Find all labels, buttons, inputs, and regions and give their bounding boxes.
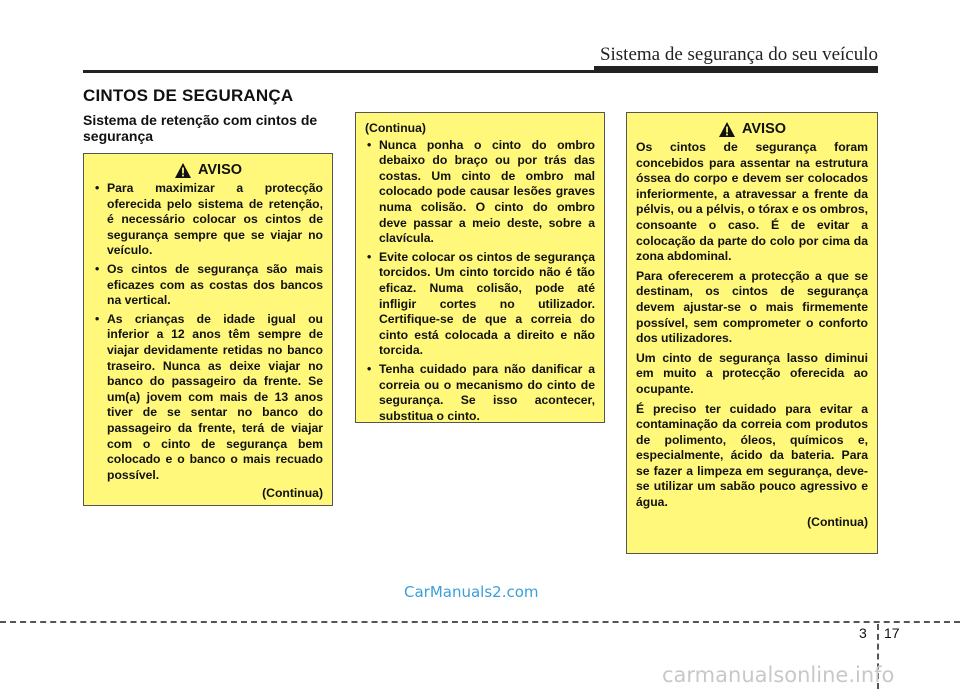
warning-box-1 bbox=[83, 153, 333, 506]
paragraph: É preciso ter cuidado para evitar a contaminação da correia com produtos de polimento, óleos, químicos e, especialmente, ácido da bateria. Para se fazer a limpeza em segurança, deve-se utilizar um sabão pouco agressivo e água. bbox=[636, 401, 868, 510]
section-title: CINTOS DE SEGURANÇA bbox=[83, 86, 294, 105]
page-number: 17 bbox=[884, 625, 900, 641]
warning-box-3 bbox=[626, 112, 878, 554]
list-item: • As crianças de idade igual ou inferior a 12 anos têm sempre de viajar devidamente retidas no banco traseiro. Nunca as deixe viajar no banco do passageiro da frente. Se um(a) jovem com mais de 13 anos tiver de se sentar no banco do passageiro da frente, terá de viajar com o cinto de segurança bem colocado e o banco o mais recuado possível. bbox=[93, 312, 323, 484]
warning-heading bbox=[93, 162, 323, 179]
paragraph: Um cinto de segurança lasso diminui em muito a protecção oferecida ao ocupante. bbox=[636, 350, 868, 396]
list-item: • Tenha cuidado para não danificar a correia ou o mecanismo do cinto de segurança. Se isso acontecer, substitua o cinto. bbox=[365, 362, 595, 424]
chapter-number: 3 bbox=[859, 625, 867, 641]
continued-label: (Continua) bbox=[262, 486, 323, 501]
list-item: • Para maximizar a protecção oferecida pelo sistema de retenção, é necessário colocar os cintos de segurança sempre que se viajar no veículo. bbox=[93, 181, 323, 259]
list-item: • Evite colocar os cintos de segurança torcidos. Um cinto torcido não é tão eficaz. Numa colisão, pode até infligir cortes no utilizador. Certifique-se de que a correia do cinto está colocada a direito e não torcida. bbox=[365, 250, 595, 359]
warning-list bbox=[365, 138, 595, 425]
warning-title: AVISO bbox=[197, 161, 243, 178]
continued-label: (Continua) bbox=[807, 514, 868, 529]
list-item: • Nunca ponha o cinto do ombro debaixo do braço ou por trás das costas. Um cinto de ombro mal colocado pode causar lesões graves numa colisão. O cinto do ombro deve passar a meio deste, sobre a clavícula. bbox=[365, 138, 595, 247]
warning-heading bbox=[636, 121, 868, 138]
paragraph: Para oferecerem a protecção a que se destinam, os cintos de segurança devem ajustar-se o mais firmemente possível, sem comprometer o conforto dos utilizadores. bbox=[636, 268, 868, 346]
header-rule bbox=[83, 70, 878, 73]
warning-list bbox=[93, 181, 323, 483]
warning-triangle-icon bbox=[174, 162, 192, 179]
warning-box-2 bbox=[355, 112, 605, 423]
list-item: • Os cintos de segurança são mais eficazes com as costas dos bancos na vertical. bbox=[93, 262, 323, 309]
continued-top-label: (Continua) bbox=[365, 121, 426, 135]
section-subtitle: Sistema de retenção com cintos de segurança bbox=[83, 112, 318, 144]
watermark-link[interactable]: CarManuals2.com bbox=[404, 583, 539, 601]
paragraph: Os cintos de segurança foram concebidos para assentar na estrutura óssea do corpo e devem ser colocados inferiormente, a atravessar a frente da pélvis, ou a pélvis, o tórax e os ombros, consoante o caso. É de evitar a colocação da parte do colo por cima da zona abdominal. bbox=[636, 140, 868, 264]
warning-title: AVISO bbox=[741, 120, 787, 137]
footer-divider bbox=[0, 621, 960, 623]
warning-triangle-icon bbox=[718, 121, 736, 138]
footer-site-watermark: carmanualsonline.info bbox=[662, 663, 895, 687]
header-title: Sistema de segurança do seu veículo bbox=[599, 44, 878, 65]
